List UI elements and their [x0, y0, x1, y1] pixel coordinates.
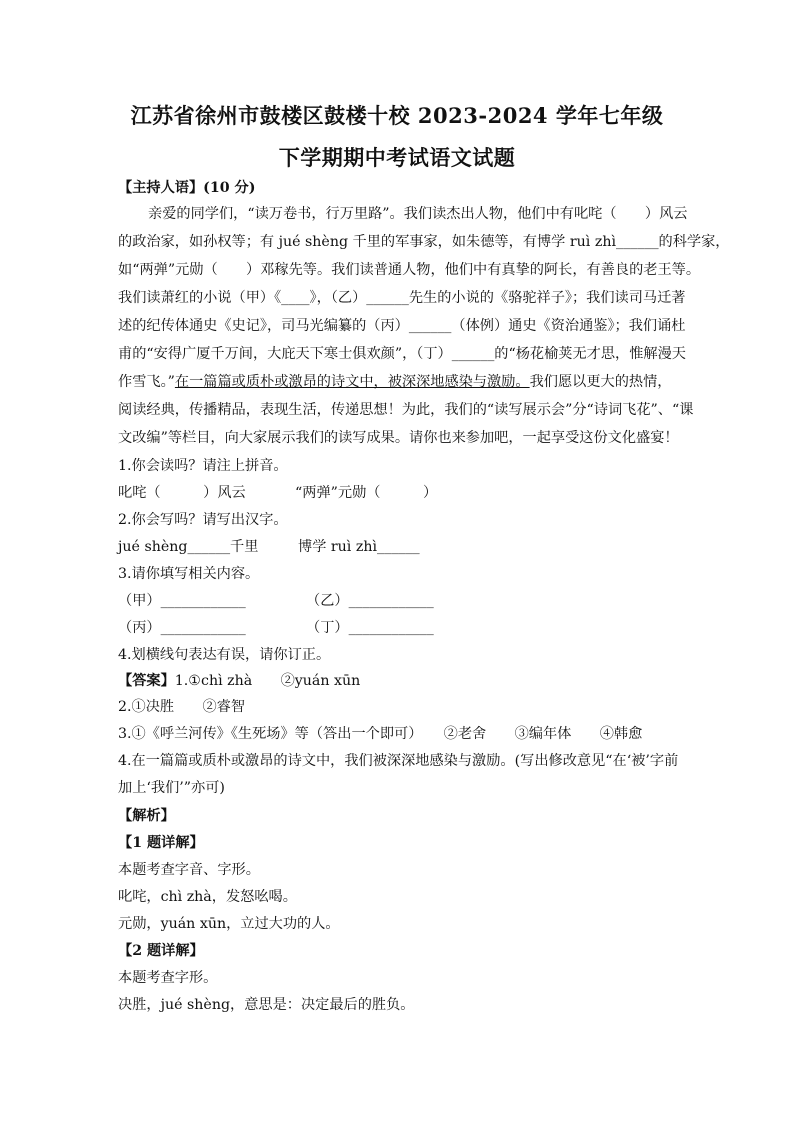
detail-1-line: 本题考查字音、字形。 [118, 862, 260, 878]
passage-line-mixed [118, 372, 688, 392]
answer-4-line2: 加上‘我们’”亦可) [118, 780, 225, 796]
question-1: 1.你会读吗？请注上拼音。 [118, 458, 288, 474]
passage-line: 的政治家，如孙权等；有 jué shèng 千里的军事家，如朱德等，有博学 ruì zhì______的科学家， [118, 234, 730, 250]
answer-line-1 [118, 671, 688, 691]
detail-1-line: 叱咤，chì zhà，发怒吆喝。 [118, 889, 297, 905]
passage-line: 述的纪传体通史《史记》，司马光编纂的（丙）______（体例）通史《资治通鉴》；我们诵杜 [118, 318, 686, 334]
detail-2-line: 决胜，jué shèng，意思是：决定最后的胜负。 [118, 997, 415, 1013]
detail-1-line: 元勋，yuán xūn，立过大功的人。 [118, 916, 340, 932]
question-3-item: （丙）____________ [118, 620, 246, 636]
passage-line: 如“两弹”元勋（ ）邓稼先等。我们读普通人物，他们中有真挚的阿长，有善良的老王等。 [118, 262, 701, 278]
passage-text: 作雪飞。” [118, 374, 175, 390]
document-title-line2: 下学期期中考试语文试题 [278, 145, 516, 170]
question-2: 2.你会写吗？请写出汉字。 [118, 512, 288, 528]
question-3-item: （乙）____________ [306, 593, 434, 609]
detail-2-label: 【2 题详解】 [118, 943, 204, 959]
section-heading: 【主持人语】(10 分) [118, 180, 256, 196]
analysis-label: 【解析】 [118, 808, 175, 824]
question-3: 3.请你填写相关内容。 [118, 566, 260, 582]
question-1-item: “两弹”元勋（ ） [295, 485, 438, 501]
answer-2: 2.①决胜 ②睿智 [118, 699, 246, 715]
answer-4-line1: 4.在一篇篇或质朴或激昂的诗文中，我们被深深地感染与激励。(写出修改意见“在‘被’字前 [118, 753, 679, 769]
answer-1: 1.①chì zhà ②yuán xūn [174, 673, 361, 689]
document-title-line1: 江苏省徐州市鼓楼区鼓楼十校 2023-2024 学年七年级 [130, 103, 664, 128]
question-4: 4.划横线句表达有误，请你订正。 [118, 647, 331, 663]
passage-line: 我们读萧红的小说（甲）《____》，（乙）______先生的小说的《骆驼祥子》；我们读司马迁著 [118, 290, 686, 306]
question-3-item: （丁）____________ [306, 620, 434, 636]
passage-line: 甫的“安得广厦千万间，大庇天下寒士俱欢颜”，（丁）______的“杨花榆荚无才思，惟解漫天 [118, 346, 686, 362]
question-1-item: 叱咤（ ）风云 [118, 485, 246, 501]
detail-2-line: 本题考查字形。 [118, 970, 218, 986]
answer-label: 【答案】 [118, 673, 175, 689]
question-2-item: jué shèng______千里 [118, 539, 259, 555]
passage-text: 我们愿以更大的热情， [529, 374, 672, 390]
passage-line: 亲爱的同学们，“读万卷书，行万里路”。我们读杰出人物，他们中有叱咤（ ）风云 [148, 206, 688, 222]
passage-line: 阅读经典，传播精品，表现生活，传递思想！为此，我们的“读写展示会”分“诗词飞花”、“课 [118, 402, 694, 418]
answer-3: 3.①《呼兰河传》《生死场》等（答出一个即可） ②老舍 ③编年体 ④韩愈 [118, 726, 643, 742]
question-3-item: （甲）____________ [118, 593, 246, 609]
underlined-sentence: 在一篇篇或质朴或激昂的诗文中，被深深地感染与激励。 [174, 374, 530, 390]
passage-line: 文改编”等栏目，向大家展示我们的读写成果。请你也来参加吧，一起享受这份文化盛宴！ [118, 430, 679, 446]
detail-1-label: 【1 题详解】 [118, 835, 204, 851]
question-2-item: 博学 ruì zhì______ [298, 539, 420, 555]
